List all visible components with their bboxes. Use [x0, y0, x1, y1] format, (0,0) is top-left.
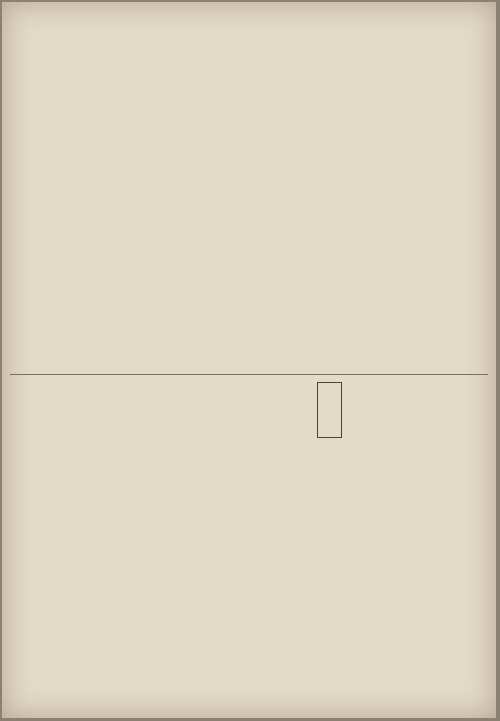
- continuation-note: [24, 592, 40, 704]
- document-page: [2, 2, 496, 718]
- section-divider: [10, 374, 488, 375]
- section-note: [317, 382, 342, 438]
